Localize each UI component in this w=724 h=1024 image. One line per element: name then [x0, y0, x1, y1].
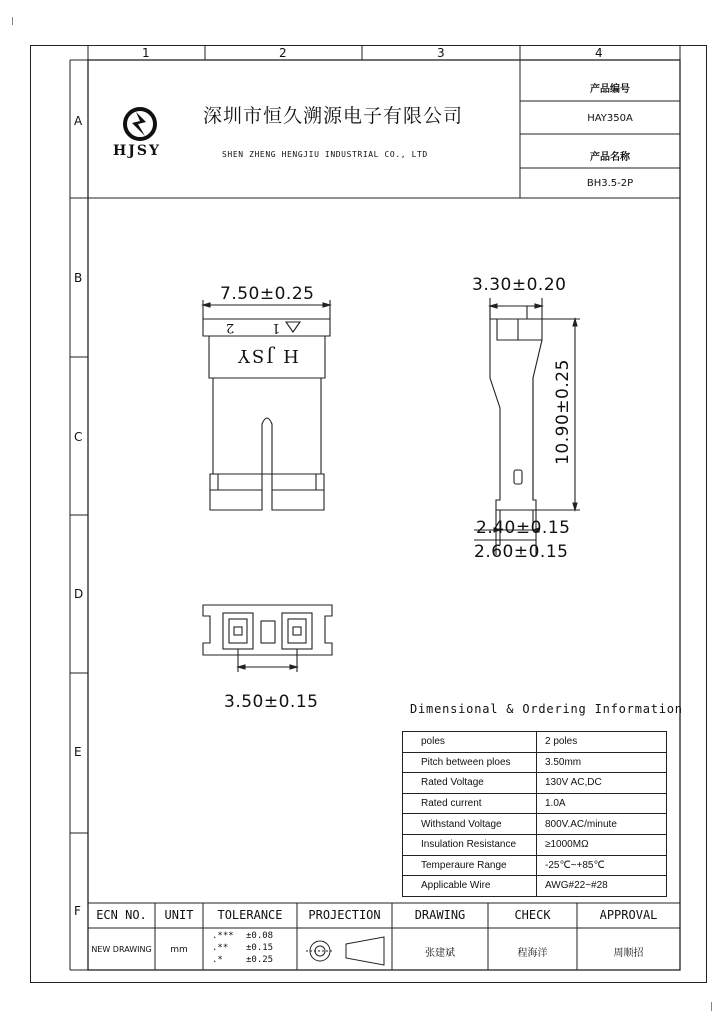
tolerance-label: TOLERANCE	[217, 908, 283, 922]
projection-label: PROJECTION	[308, 908, 381, 922]
spec-row	[403, 793, 667, 814]
product-code-label: 产品编号	[590, 84, 630, 95]
spec-key: Withstand Voltage	[403, 814, 537, 835]
unit-label: UNIT	[164, 908, 194, 922]
column-label: 1	[142, 46, 150, 60]
approval-label: APPROVAL	[599, 908, 658, 922]
bottom-view	[203, 605, 332, 672]
brand-marking: H JSY	[236, 345, 299, 366]
tolerance-list	[212, 930, 273, 966]
side-bottom-dim-2: 2.60±0.15	[474, 542, 569, 562]
spec-row	[403, 814, 667, 835]
spec-row	[403, 732, 667, 753]
spec-title: Dimensional & Ordering Information	[410, 702, 683, 716]
spec-key: Insulation Resistance	[403, 834, 537, 855]
row-label: F	[74, 904, 81, 918]
front-view	[203, 300, 330, 510]
row-label: B	[74, 271, 83, 285]
drawing-label: DRAWING	[414, 908, 466, 922]
row-label: C	[74, 430, 83, 444]
spec-value: 1.0A	[537, 793, 667, 814]
pin-marking-1: 1	[272, 320, 281, 335]
pin-marking-2: 2	[226, 320, 235, 335]
column-label: 4	[595, 46, 603, 60]
spec-value: 800V.AC/minute	[537, 814, 667, 835]
product-name-label: 产品名称	[590, 152, 630, 163]
product-code: HAY350A	[587, 113, 633, 124]
tolerance-row: .* ±0.25	[212, 955, 274, 965]
tolerance-row: .** ±0.15	[212, 943, 274, 953]
tolerance-row: .*** ±0.08	[212, 931, 274, 941]
spec-row	[403, 773, 667, 794]
check-value: 程海洋	[517, 948, 548, 959]
ecn-label: ECN NO.	[96, 908, 147, 922]
company-name-cn: 深圳市恒久溯源电子有限公司	[203, 105, 464, 127]
spec-value: -25℃~+85℃	[537, 855, 667, 876]
spec-value: 130V AC,DC	[537, 773, 667, 794]
spec-row	[403, 855, 667, 876]
approval-value: 周顺招	[613, 948, 644, 959]
column-label: 3	[437, 46, 445, 60]
side-bottom-dim-1: 2.40±0.15	[476, 518, 571, 538]
side-height-dim: 10.90±0.25	[552, 359, 573, 465]
spec-row	[403, 876, 667, 897]
unit-value: mm	[170, 945, 188, 955]
spec-value: AWG#22~#28	[537, 876, 667, 897]
product-name: BH3.5-2P	[586, 178, 634, 189]
ecn-value: NEW DRAWING	[91, 945, 152, 954]
drawing-value: 张建斌	[425, 948, 455, 959]
spec-row	[403, 834, 667, 855]
spec-value: 2 poles	[537, 732, 667, 753]
company-logo	[125, 109, 155, 139]
spec-key: poles	[403, 732, 537, 753]
spec-key: Temperaure Range	[403, 855, 537, 876]
spec-row	[403, 752, 667, 773]
logo-text: HJSY	[113, 143, 161, 159]
spec-key: Pitch between ploes	[403, 752, 537, 773]
row-label: E	[74, 745, 82, 759]
front-width-dim: 7.50±0.25	[220, 284, 315, 304]
spec-value: ≥1000MΩ	[537, 834, 667, 855]
pitch-dim: 3.50±0.15	[224, 692, 319, 712]
spec-table	[402, 731, 667, 897]
row-label: A	[74, 114, 83, 128]
spec-key: Rated Voltage	[403, 773, 537, 794]
column-label: 2	[279, 46, 287, 60]
check-label: CHECK	[514, 908, 551, 922]
side-width-dim: 3.30±0.20	[472, 275, 567, 295]
projection-symbol	[306, 937, 384, 965]
company-name-en: SHEN ZHENG HENGJIU INDUSTRIAL CO., LTD	[222, 150, 428, 159]
spec-value: 3.50mm	[537, 752, 667, 773]
row-label: D	[74, 587, 84, 601]
spec-key: Applicable Wire	[403, 876, 537, 897]
spec-key: Rated current	[403, 793, 537, 814]
